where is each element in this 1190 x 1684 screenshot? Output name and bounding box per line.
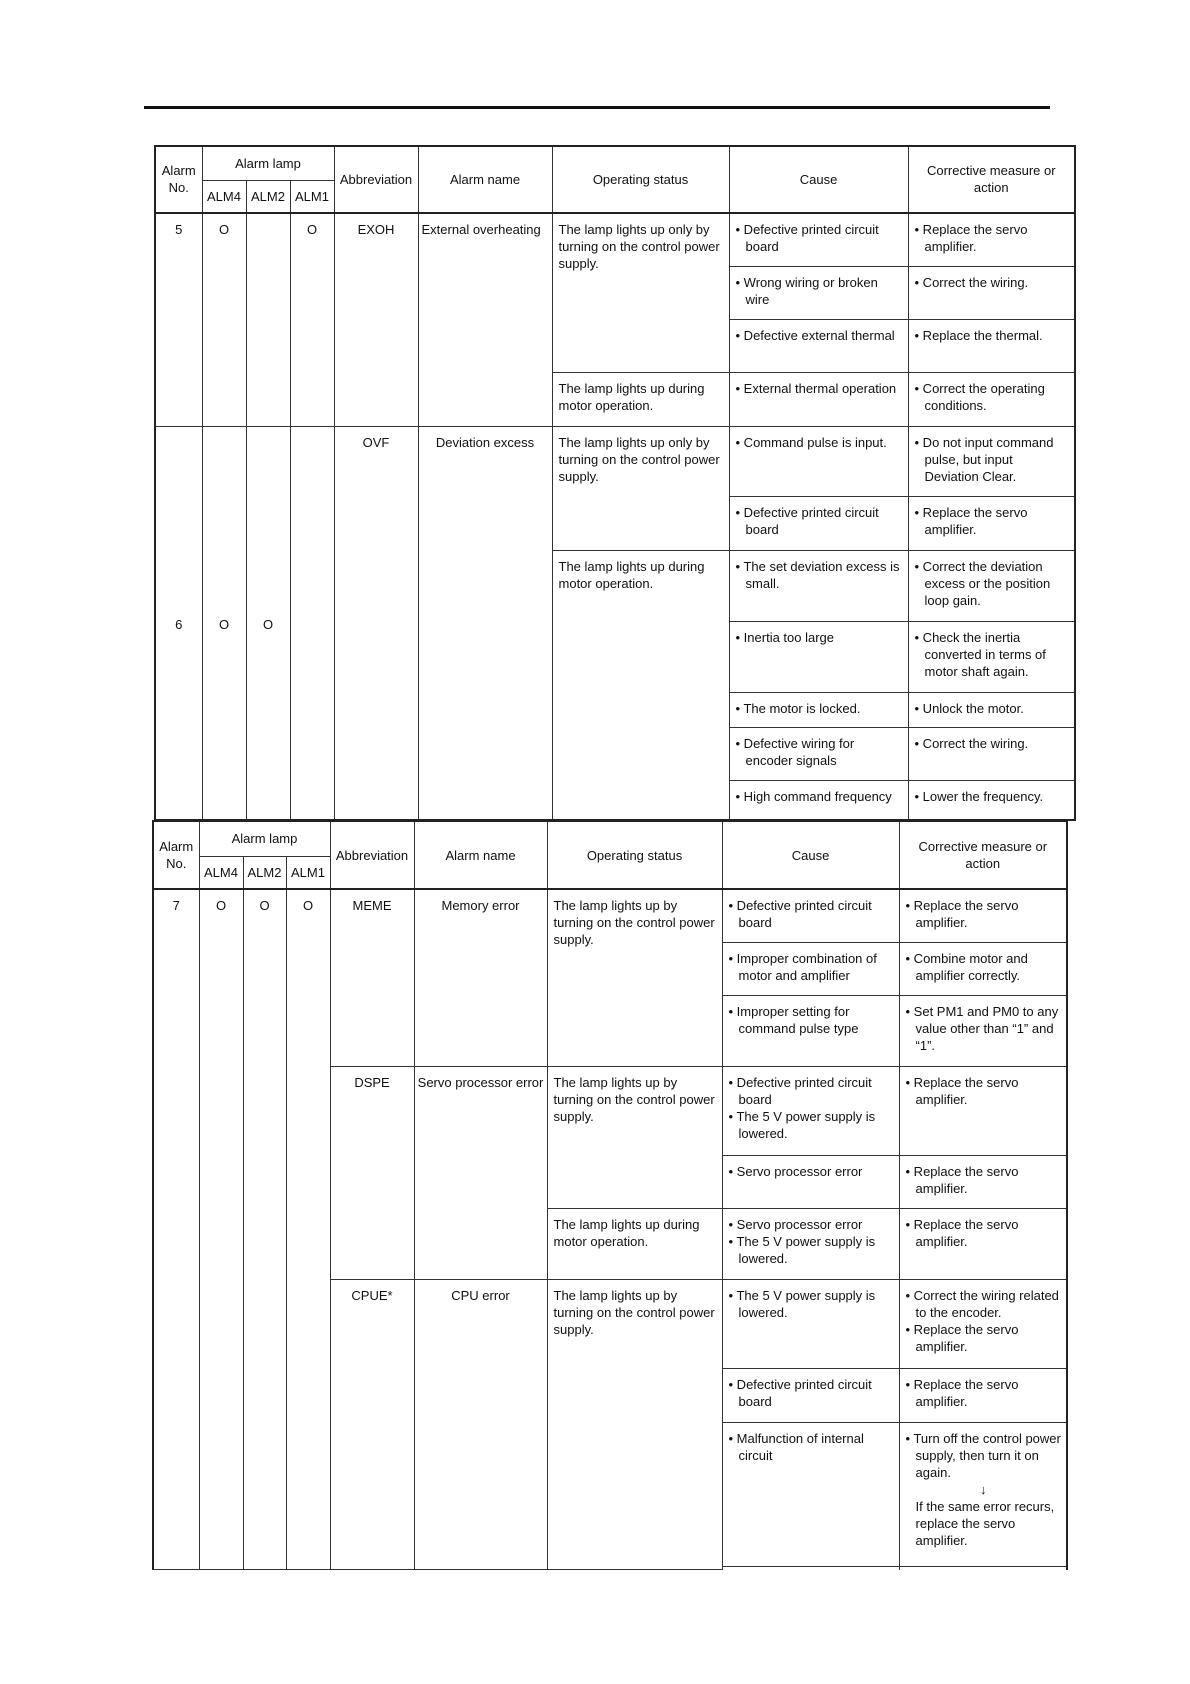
- cause-text: • The set deviation excess is small.: [735, 558, 900, 591]
- action-text: • Correct the wiring.: [914, 736, 1029, 752]
- cause-cell: [729, 621, 908, 692]
- alarm-no: 6: [155, 427, 202, 820]
- cause-text: • Defective printed circuit board: [728, 1376, 872, 1409]
- operating-status: The lamp lights up only by turning on the control power supply.: [552, 213, 729, 373]
- operating-status: The lamp lights up during motor operation.: [552, 550, 729, 820]
- operating-status: The lamp lights up during motor operation.: [547, 1209, 722, 1280]
- action-text: If the same error recurs, replace the servo amplifier.: [915, 1498, 1055, 1548]
- action-text: • Turn off the control power supply, then turn it on again.: [905, 1430, 1061, 1480]
- cause-cell: [729, 497, 908, 551]
- lamp-alm2: O: [243, 889, 286, 1569]
- cause-cell: [729, 550, 908, 621]
- action-cell: [908, 213, 1075, 267]
- action-cell: [899, 943, 1067, 996]
- lamp-alm2: O: [246, 427, 290, 820]
- alarm-name: CPU error: [414, 1280, 547, 1570]
- cause-cell: [729, 373, 908, 427]
- header-rule: [144, 106, 1050, 109]
- alarm-name: Servo processor error: [414, 1066, 547, 1279]
- alarm-table-1: [154, 145, 1076, 821]
- action-cell: [899, 995, 1067, 1066]
- action-text: • Replace the servo amplifier.: [905, 1322, 1019, 1355]
- action-text: • Correct the operating conditions.: [914, 381, 1045, 414]
- action-text: • Replace the servo amplifier.: [905, 1376, 1019, 1409]
- cause-text: • Wrong wiring or broken wire: [735, 275, 878, 308]
- operating-status: The lamp lights up only by turning on the control power supply.: [552, 427, 729, 551]
- cause-cell: [722, 1209, 899, 1280]
- table-row: [155, 427, 1075, 497]
- header-alarm-name: Alarm name: [418, 146, 552, 213]
- action-cell: [908, 780, 1075, 820]
- cause-cell: [729, 780, 908, 820]
- cause-text: • Servo processor error: [728, 1163, 863, 1179]
- header-corrective: Corrective measure or action: [899, 821, 1067, 889]
- cause-text: • Malfunction of internal circuit: [728, 1430, 864, 1463]
- alarm-name: Memory error: [414, 889, 547, 1066]
- action-cell: [908, 728, 1075, 781]
- cause-cell: [729, 267, 908, 320]
- action-text: • Replace the servo amplifier.: [905, 898, 1019, 931]
- action-cell: [899, 1566, 1067, 1569]
- cause-text: • High command frequency: [735, 788, 892, 804]
- cause-text: • Improper combination of motor and amplifier: [728, 951, 877, 984]
- cause-cell: [729, 213, 908, 267]
- header-operating-status: Operating status: [547, 821, 722, 889]
- action-cell: [899, 1280, 1067, 1369]
- cause-cell: [722, 1280, 899, 1369]
- cause-cell: [729, 319, 908, 373]
- action-cell: [908, 427, 1075, 497]
- header-alarm-lamp: Alarm lamp: [202, 146, 334, 180]
- lamp-alm1: O: [290, 213, 334, 427]
- lamp-alm4: O: [202, 427, 246, 820]
- action-text: • Replace the servo amplifier.: [905, 1163, 1019, 1196]
- action-cell: [908, 692, 1075, 727]
- operating-status: The lamp lights up during motor operation.: [552, 373, 729, 427]
- cause-cell: [729, 728, 908, 781]
- cause-cell: [722, 1155, 899, 1209]
- action-text: • Replace the servo amplifier.: [905, 1217, 1019, 1250]
- abbreviation: EXOH: [334, 213, 418, 427]
- cause-text: • Defective external thermal: [735, 327, 895, 343]
- operating-status: The lamp lights up by turning on the control power supply.: [547, 889, 722, 1066]
- action-text: • Correct the wiring related to the encoder.: [905, 1288, 1059, 1321]
- cause-text: • Defective printed circuit board: [728, 1074, 872, 1107]
- action-cell: [899, 1066, 1067, 1155]
- action-text: • Replace the thermal.: [914, 327, 1043, 343]
- lamp-alm2: [246, 213, 290, 427]
- action-cell: [908, 373, 1075, 427]
- header-alm1: ALM1: [286, 856, 330, 889]
- action-text: • Replace the servo amplifier.: [905, 1074, 1019, 1107]
- action-cell: [908, 621, 1075, 692]
- abbreviation: DSPE: [330, 1066, 414, 1279]
- cause-cell: [722, 1368, 899, 1422]
- abbreviation: MEME: [330, 889, 414, 1066]
- header-alm1: ALM1: [290, 180, 334, 212]
- action-cell: [899, 1368, 1067, 1422]
- header-abbreviation: Abbreviation: [334, 146, 418, 213]
- header-alm2: ALM2: [243, 856, 286, 889]
- cause-cell: [722, 943, 899, 996]
- cause-text: • Defective printed circuit board: [735, 221, 879, 254]
- header-alarm-name: Alarm name: [414, 821, 547, 889]
- operating-status: The lamp lights up by turning on the control power supply.: [547, 1066, 722, 1208]
- lamp-alm4: O: [202, 213, 246, 427]
- cause-text: • The 5 V power supply is lowered.: [728, 1108, 876, 1141]
- table-row: [155, 213, 1075, 267]
- header-row: [155, 146, 1075, 180]
- action-cell: [908, 319, 1075, 373]
- header-abbreviation: Abbreviation: [330, 821, 414, 889]
- action-text: • Replace the servo amplifier.: [914, 221, 1028, 254]
- alarm-name: Deviation excess: [418, 427, 552, 820]
- action-cell: [899, 889, 1067, 943]
- header-cause: Cause: [722, 821, 899, 889]
- cause-text: • Defective printed circuit board: [735, 505, 879, 538]
- header-alm4: ALM4: [202, 180, 246, 212]
- action-cell: [899, 1209, 1067, 1280]
- alarm-no: 7: [153, 889, 199, 1569]
- header-alm4: ALM4: [199, 856, 243, 889]
- action-text: • Check the inertia converted in terms of motor shaft again.: [914, 629, 1046, 679]
- down-arrow-icon: ↓: [980, 1481, 987, 1497]
- cause-cell: [722, 889, 899, 943]
- header-cause: Cause: [729, 146, 908, 213]
- action-cell: [899, 1422, 1067, 1566]
- header-alm2: ALM2: [246, 180, 290, 212]
- header-row: [153, 821, 1067, 856]
- cause-cell: [722, 1066, 899, 1155]
- action-text: • Set PM1 and PM0 to any value other than “1” and “1”.: [905, 1003, 1059, 1053]
- action-text: • Correct the deviation excess or the position loop gain.: [914, 558, 1051, 608]
- cause-text: • Inertia too large: [735, 629, 835, 645]
- alarm-name: External overheating: [418, 213, 552, 427]
- abbreviation: OVF: [334, 427, 418, 820]
- action-text: • Combine motor and amplifier correctly.: [905, 951, 1028, 984]
- action-cell: [908, 267, 1075, 320]
- action-cell: [908, 497, 1075, 551]
- action-text: • Replace the servo amplifier.: [914, 505, 1028, 538]
- operating-status: The lamp lights up by turning on the control power supply.: [547, 1280, 722, 1570]
- header-alarm-no: Alarm No.: [153, 821, 199, 889]
- header-operating-status: Operating status: [552, 146, 729, 213]
- abbreviation: CPUE*: [330, 1280, 414, 1570]
- cause-text: • Servo processor error: [728, 1217, 863, 1233]
- cause-cell: [729, 692, 908, 727]
- cause-cell: [722, 1566, 899, 1569]
- lamp-alm1: [290, 427, 334, 820]
- lamp-alm4: O: [199, 889, 243, 1569]
- cause-text: • The 5 V power supply is lowered.: [728, 1288, 876, 1321]
- header-corrective: Corrective measure or action: [908, 146, 1075, 213]
- cause-text: • The motor is locked.: [735, 700, 861, 716]
- action-text: • Lower the frequency.: [914, 788, 1044, 804]
- cause-cell: [722, 1422, 899, 1566]
- lamp-alm1: O: [286, 889, 330, 1569]
- alarm-no: 5: [155, 213, 202, 427]
- cause-text: • External thermal operation: [735, 381, 897, 397]
- cause-text: • Command pulse is input.: [735, 435, 887, 451]
- action-cell: [908, 550, 1075, 621]
- cause-cell: [729, 427, 908, 497]
- cause-cell: [722, 995, 899, 1066]
- action-cell: [899, 1155, 1067, 1209]
- header-alarm-lamp: Alarm lamp: [199, 821, 330, 856]
- action-text: • Do not input command pulse, but input Deviation Clear.: [914, 435, 1054, 485]
- cause-text: • The 5 V power supply is lowered.: [728, 1234, 876, 1267]
- alarm-table-2: [152, 820, 1068, 1570]
- cause-text: • Defective printed circuit board: [728, 898, 872, 931]
- table-row: [153, 889, 1067, 943]
- header-alarm-no: Alarm No.: [155, 146, 202, 213]
- action-text: • Correct the wiring.: [914, 275, 1029, 291]
- action-text: • Unlock the motor.: [914, 700, 1024, 716]
- cause-text: • Defective wiring for encoder signals: [735, 736, 855, 769]
- cause-text: • Improper setting for command pulse type: [728, 1003, 859, 1036]
